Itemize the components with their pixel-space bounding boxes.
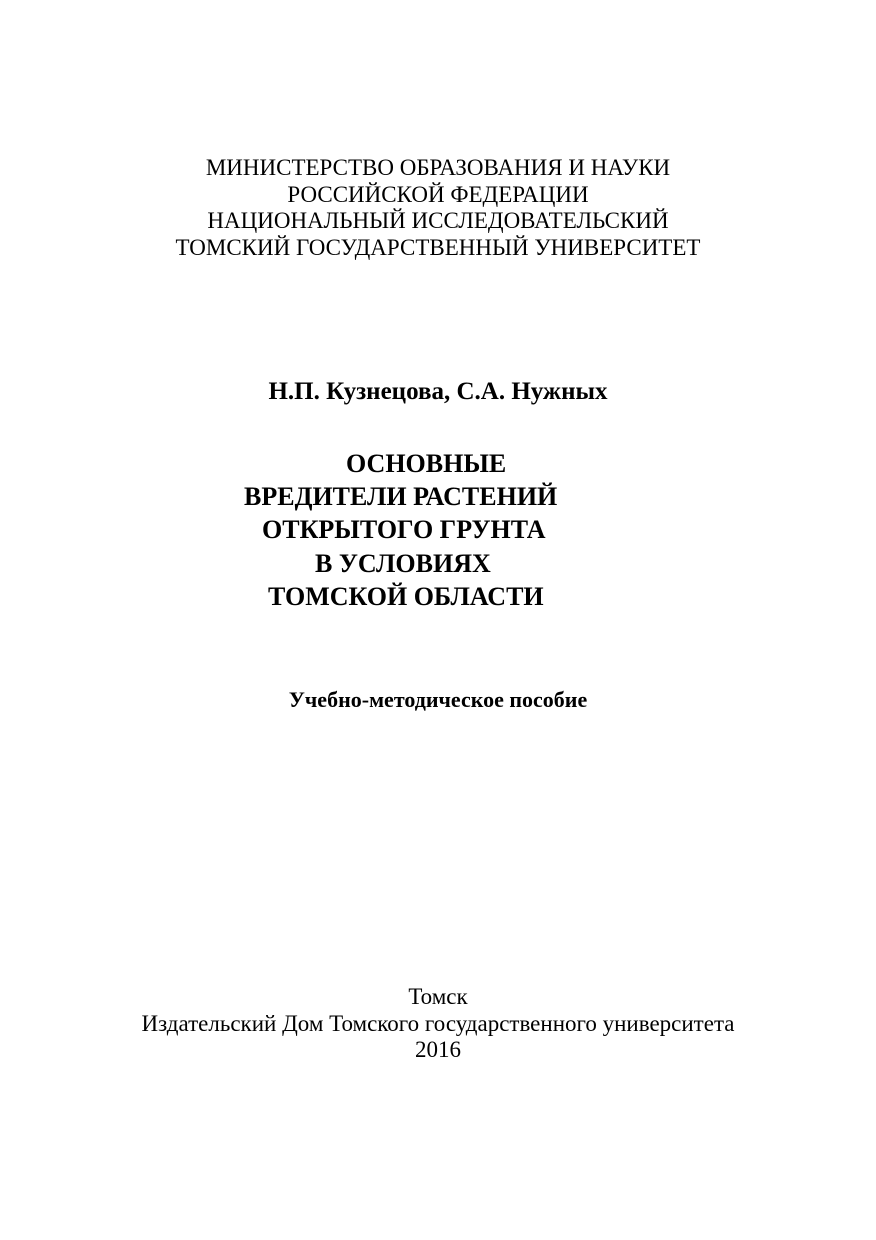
- title-line: ОТКРЫТОГО ГРУНТА: [262, 515, 546, 544]
- institution-line: НАЦИОНАЛЬНЫЙ ИССЛЕДОВАТЕЛЬСКИЙ: [207, 208, 669, 233]
- institution-line: ТОМСКИЙ ГОСУДАРСТВЕННЫЙ УНИВЕРСИТЕТ: [175, 235, 701, 260]
- institution-line: РОССИЙСКОЙ ФЕДЕРАЦИИ: [287, 182, 589, 207]
- authors: Н.П. Кузнецова, С.А. Нужных: [268, 378, 608, 405]
- title-line: В УСЛОВИЯХ: [315, 549, 491, 578]
- title-line: ВРЕДИТЕЛИ РАСТЕНИЙ: [244, 482, 558, 511]
- title-line: ОСНОВНЫЕ: [346, 449, 507, 478]
- subtitle: Учебно-методическое пособие: [288, 687, 588, 712]
- imprint-publisher: Издательский Дом Томского государственного университета: [141, 1011, 735, 1036]
- title-line: ТОМСКОЙ ОБЛАСТИ: [268, 582, 544, 611]
- imprint-year: 2016: [415, 1037, 461, 1062]
- institution-line: МИНИСТЕРСТВО ОБРАЗОВАНИЯ И НАУКИ: [205, 155, 671, 180]
- imprint-city: Томск: [408, 984, 468, 1009]
